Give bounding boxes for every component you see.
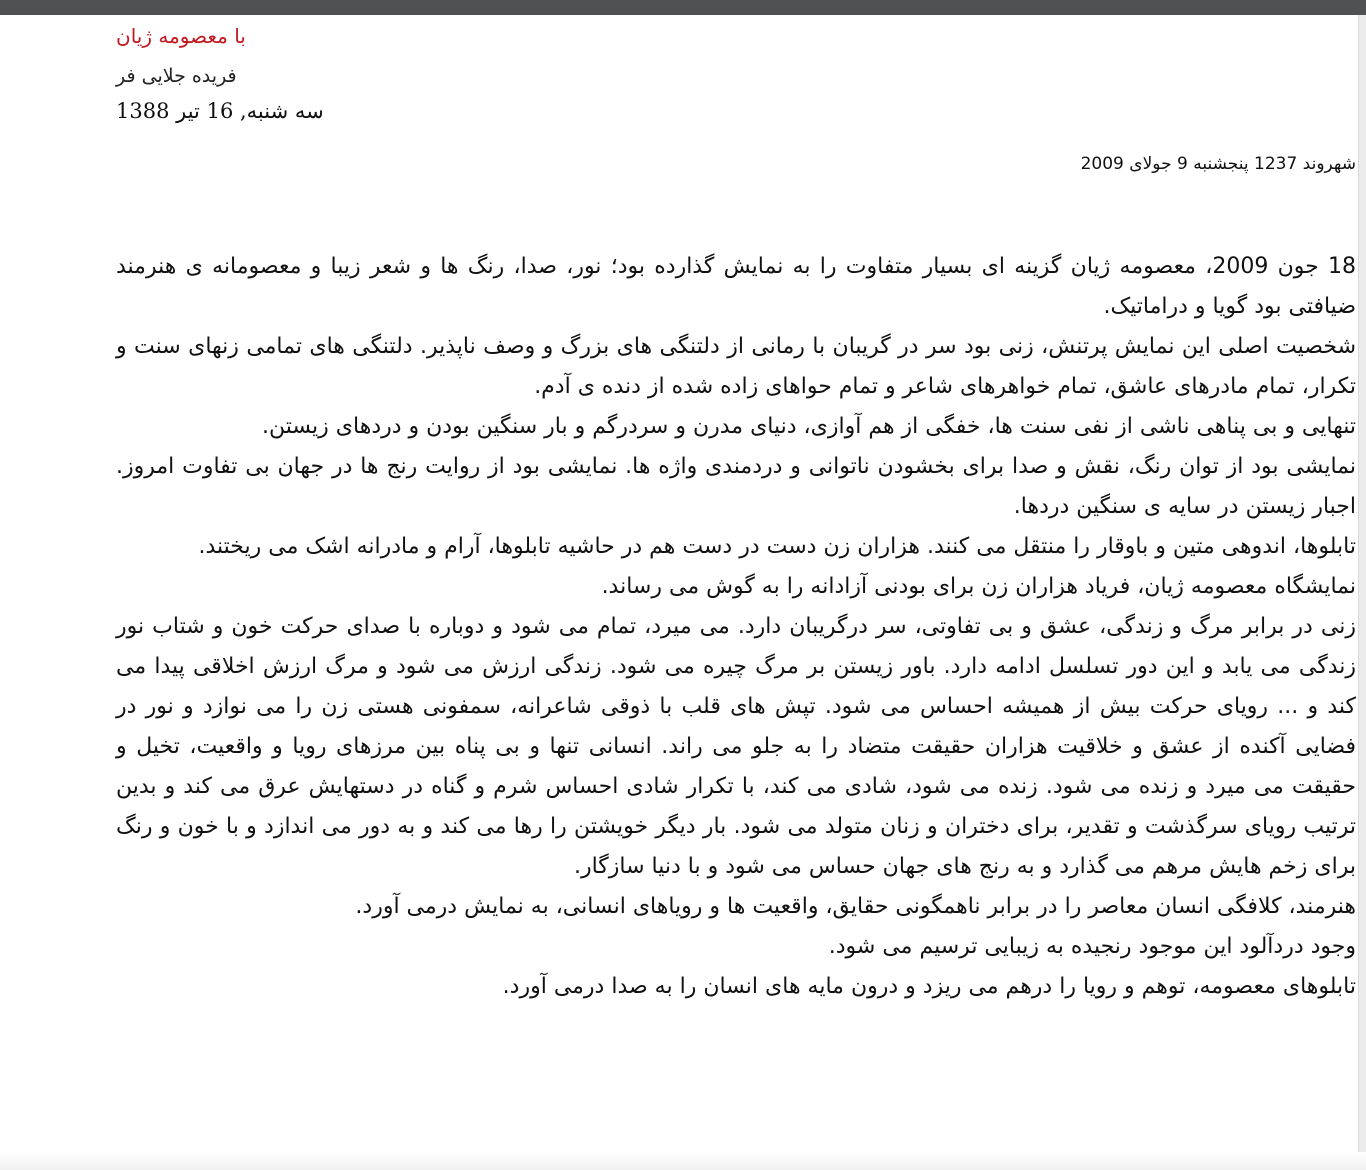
article-paragraph: تابلوها، اندوهی متین و باوقار را منتقل می کنند. هزاران زن دست در دست هم در حاشیه تابلوها، آرام و مادرانه اشک می ریختند. — [198, 534, 1356, 559]
article-paragraph: تنهایی و بی پناهی ناشی از نفی سنت ها، خفگی از هم آوازی، دنیای مدرن و سردرگم و بار سنگین بودن و دردهای زیستن. — [262, 414, 1356, 439]
article-paragraph: 18 جون 2009، معصومه ژیان گزینه ای بسیار متفاوت را به نمایش گذارده بود؛ نور، صدا، رنگ ها و شعر زیبا و معصومانه ی هنرمند ضیافتی بود گویا و دراماتیک. — [116, 254, 1357, 319]
article-paragraph: نمایشگاه معصومه ژیان، فریاد هزاران زن برای بودنی آزادانه را به گوش می رساند. — [601, 574, 1356, 599]
article-paragraph: وجود دردآلود این موجود رنجیده به زیبایی ترسیم می شود. — [828, 934, 1356, 959]
article-paragraph: شخصیت اصلی این نمایش پرتنش، زنی بود سر در گریبان با رمانی از دلتنگی های بزرگ و وصف ناپذیر. دلتنگی های تمامی زنهای سنت و تکرار، تمام مادرهای عاشق، تمام خواهرهای شاعر و تمام حواهای زاده شده از دنده ی آدم. — [116, 334, 1356, 399]
article-header — [116, 20, 536, 126]
window-bottom-edge — [0, 1152, 1366, 1170]
article-body — [116, 247, 1356, 1007]
article-date: سه شنبه, 16 تیر 1388 — [116, 99, 324, 123]
browser-top-bar — [0, 0, 1366, 15]
window-right-edge — [1358, 15, 1366, 1170]
article-paragraph: نمایشی بود از توان رنگ، نقش و صدا برای بخشودن ناتوانی و دردمندی واژه ها. نمایشی بود از روایت رنج ها در جهان بی تفاوت امروز. اجبار زیستن در سایه ی سنگین دردها. — [116, 454, 1356, 519]
article-paragraph: هنرمند، کلافگی انسان معاصر را در برابر ناهمگونی حقایق، واقعیت ها و رویاهای انسانی، به نمایش درمی آورد. — [355, 894, 1356, 919]
article-paragraph: زنی در برابر مرگ و زندگی، عشق و بی تفاوتی، سر درگریبان دارد. می میرد، تمام می شود و دوباره با صدای حرکت خون و شتاب نور زندگی می یابد و این دور تسلسل ادامه دارد. باور زیستن بر مرگ چیره می شود. زندگی ارزش می شود و مرگ ارزش اخلاقی پیدا می کند و ... رویای حرکت بیش از همیشه احساس می شود. تپش های قلب با ذوقی شاعرانه، سمفونی هستی زن را می نوازد و نور در فضایی آکنده از عشق و خلاقیت هزاران حقیقت متضاد را به جلو می راند. انسانی تنها و بی پناه بین مرزهای رویا و واقعیت، تخیل و حقیقت می میرد و زنده می شود. زنده می شود، شادی می کند، با تکرار شادی احساس شرم و گناه در دستهایش عرق می کند و بدین ترتیب رویای سرگذشت و تقدیر، برای دختران و زنان متولد می شود. بار دیگر خویشتن را رها می کند و به دور می اندازد و با خون و رنگ برای زخم هایش مرهم می گذارد و به رنج های جهان حساس می شود و با دنیا سازگار. — [116, 614, 1356, 879]
publication-source-line: شهروند 1237 پنجشنبه 9 جولای 2009 — [1080, 154, 1356, 174]
article-paragraph: تابلوهای معصومه، توهم و رویا را درهم می ریزد و درون مایه های انسان را به صدا درمی آورد. — [502, 974, 1356, 999]
article-title-link[interactable]: با معصومه ژیان — [116, 24, 246, 48]
article-author: فریده جلایی فر — [116, 65, 237, 87]
